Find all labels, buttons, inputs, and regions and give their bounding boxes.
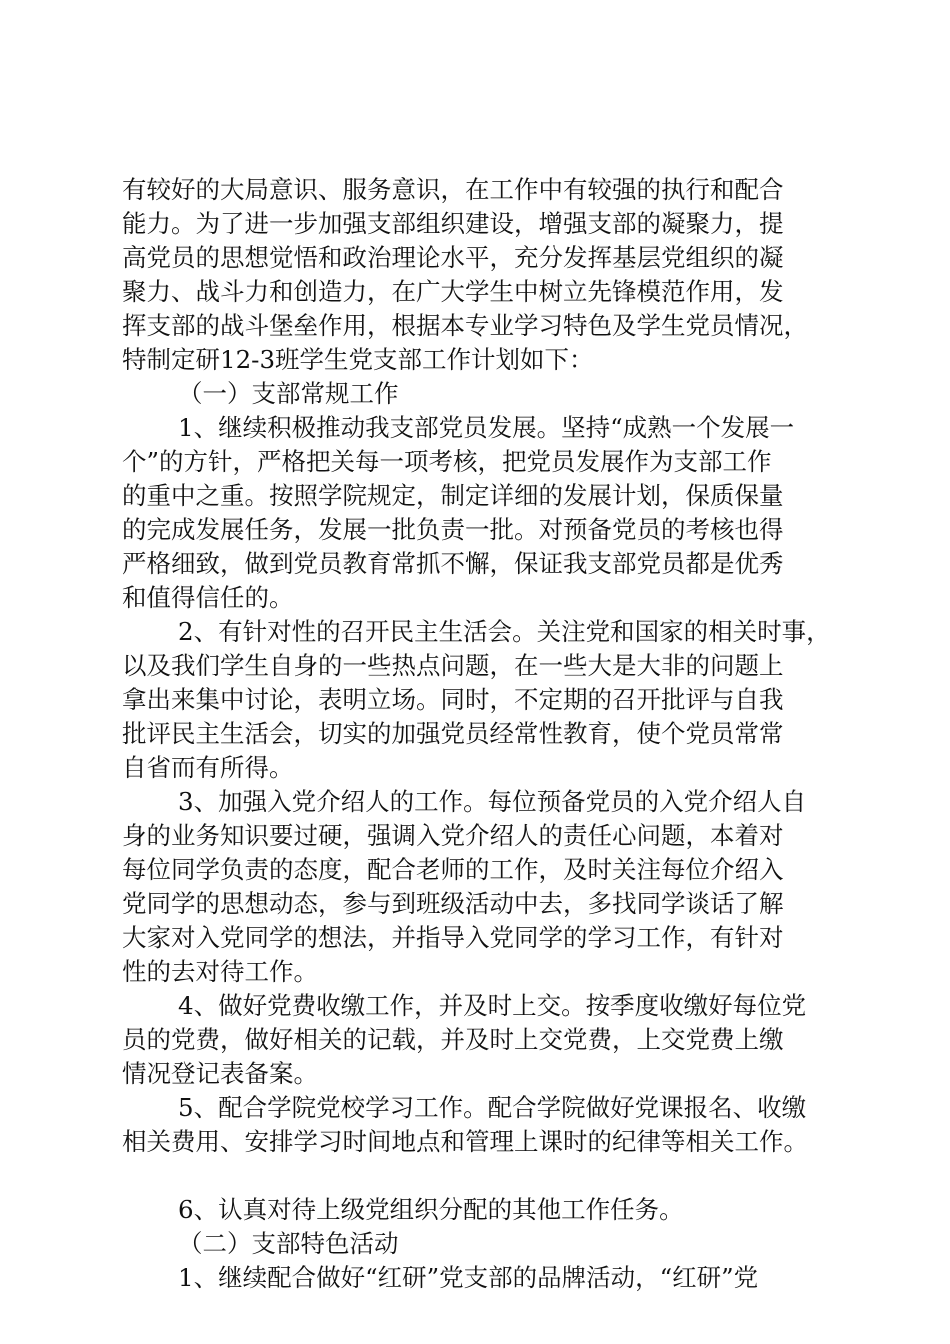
paragraph-line: 6、认真对待上级党组织分配的其他工作任务。	[178, 1195, 684, 1224]
paragraph-line: 批评民主生活会，切实的加强党员经常性教育，使个党员常常	[122, 719, 784, 748]
paragraph-line: 身的业务知识要过硬，强调入党介绍人的责任心问题，本着对	[122, 821, 784, 850]
paragraph-line: 党同学的思想动态，参与到班级活动中去，多找同学谈话了解	[122, 889, 784, 918]
paragraph-line: 相关费用、安排学习时间地点和管理上课时的纪律等相关工作。	[122, 1127, 808, 1156]
paragraph-line: 聚力、战斗力和创造力，在广大学生中树立先锋模范作用，发	[122, 277, 784, 306]
paragraph-line: 员的党费，做好相关的记载，并及时上交党费，上交党费上缴	[122, 1025, 784, 1054]
paragraph-line: 有较好的大局意识、服务意识，在工作中有较强的执行和配合	[122, 175, 784, 204]
paragraph-line: 的重中之重。按照学院规定，制定详细的发展计划，保质保量	[122, 481, 784, 510]
paragraph-line: 性的去对待工作。	[122, 957, 318, 986]
paragraph-line: 4、做好党费收缴工作，并及时上交。按季度收缴好每位党	[178, 991, 807, 1020]
paragraph-line: 大家对入党同学的想法，并指导入党同学的学习工作，有针对	[122, 923, 784, 952]
paragraph-line: 高党员的思想觉悟和政治理论水平，充分发挥基层党组织的凝	[122, 243, 784, 272]
paragraph-line: 情况登记表备案。	[122, 1059, 318, 1088]
paragraph-line: 1、继续配合做好“红研”党支部的品牌活动，“红研”党	[178, 1263, 759, 1292]
section-heading: （一）支部常规工作	[178, 379, 399, 408]
paragraph-line: 自省而有所得。	[122, 753, 294, 782]
section-heading: （二）支部特色活动	[178, 1229, 399, 1258]
paragraph-line: 以及我们学生自身的一些热点问题，在一些大是大非的问题上	[122, 651, 784, 680]
paragraph-line: 5、配合学院党校学习工作。配合学院做好党课报名、收缴	[178, 1093, 807, 1122]
paragraph-line: 个”的方针，严格把关每一项考核，把党员发展作为支部工作	[122, 447, 772, 476]
paragraph-line: 3、加强入党介绍人的工作。每位预备党员的入党介绍人自	[178, 787, 807, 816]
blank-line	[122, 1159, 832, 1193]
paragraph-line: 严格细致，做到党员教育常抓不懈，保证我支部党员都是优秀	[122, 549, 784, 578]
paragraph-line: 能力。为了进一步加强支部组织建设，增强支部的凝聚力，提	[122, 209, 784, 238]
paragraph-line: 特制定研12-3班学生党支部工作计划如下：	[122, 345, 594, 374]
paragraph-line: 的完成发展任务，发展一批负责一批。对预备党员的考核也得	[122, 515, 784, 544]
document-body	[122, 173, 832, 1295]
paragraph-line: 2、有针对性的召开民主生活会。关注党和国家的相关时事，	[178, 617, 831, 646]
paragraph-line: 每位同学负责的态度，配合老师的工作，及时关注每位介绍入	[122, 855, 784, 884]
paragraph-line: 挥支部的战斗堡垒作用，根据本专业学习特色及学生党员情况，	[122, 311, 808, 340]
paragraph-line: 1、继续积极推动我支部党员发展。坚持“成熟一个发展一	[178, 413, 795, 442]
paragraph-line: 和值得信任的。	[122, 583, 294, 612]
paragraph-line: 拿出来集中讨论，表明立场。同时，不定期的召开批评与自我	[122, 685, 784, 714]
